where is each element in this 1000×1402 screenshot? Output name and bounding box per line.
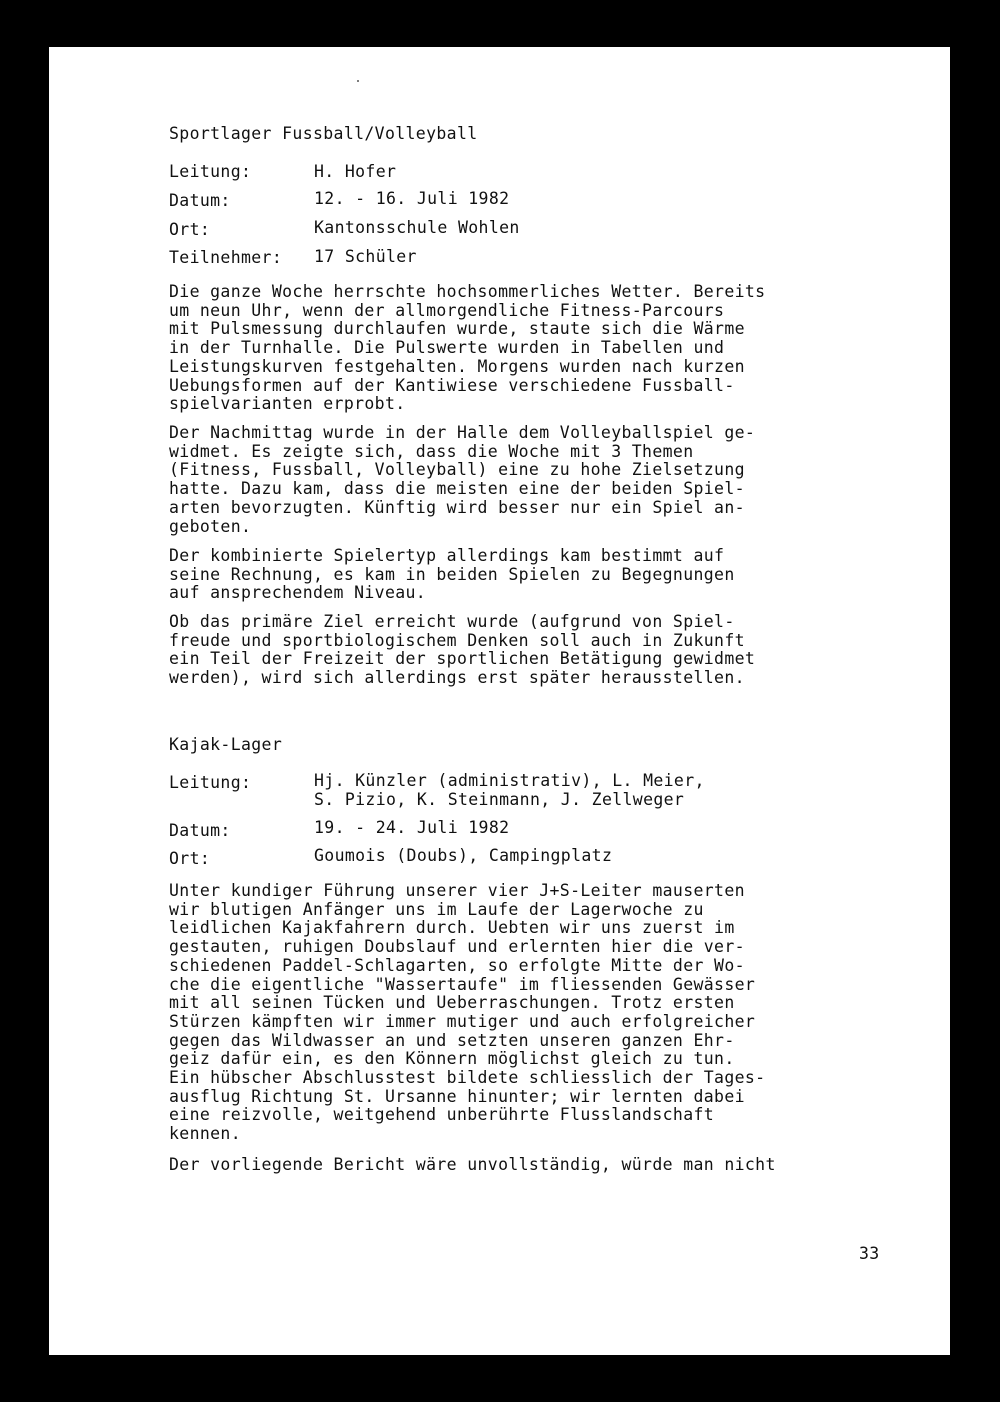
text-line: Hj. Künzler (administrativ), L. Meier, bbox=[314, 771, 705, 790]
text-line: mit all seinen Tücken und Ueberraschungen. Trotz ersten bbox=[169, 993, 735, 1013]
text-line: widmet. Es zeigte sich, dass die Woche mit 3 Themen bbox=[169, 441, 694, 461]
text-line: Leistungskurven festgehalten. Morgens wurden nach kurzen bbox=[169, 356, 745, 376]
text-line: Ob das primäre Ziel erreicht wurde (aufgrund von Spiel- bbox=[169, 612, 735, 631]
text-line: che die eigentliche "Wassertaufe" im fliessenden Gewässer bbox=[169, 974, 756, 994]
text-line: mit Pulsmessung durchlaufen wurde, staute sich die Wärme bbox=[169, 319, 745, 339]
field-value-ort: Kantonsschule Wohlen bbox=[314, 218, 520, 237]
field-value-leitung: H. Hofer bbox=[314, 162, 397, 181]
text-line: hatte. Dazu kam, dass die meisten eine der beiden Spiel- bbox=[169, 479, 745, 499]
field-label-ort: Ort: bbox=[169, 220, 211, 239]
text-line: ausflug Richtung St. Ursanne hinunter; wir lernten dabei bbox=[169, 1086, 745, 1106]
field-label-teilnehmer: Teilnehmer: bbox=[169, 248, 283, 267]
paragraph bbox=[169, 882, 849, 1144]
text-line: um neun Uhr, wenn der allmorgendliche Fitness-Parcours bbox=[169, 300, 725, 320]
paragraph bbox=[169, 283, 849, 414]
field-label-leitung: Leitung: bbox=[169, 162, 252, 181]
field-value-leitung bbox=[314, 771, 705, 809]
text-line: gegen das Wildwasser an und setzten unseren ganzen Ehr- bbox=[169, 1030, 735, 1050]
paragraph bbox=[169, 547, 849, 603]
field-label-datum: Datum: bbox=[169, 191, 231, 210]
field-value-teilnehmer: 17 Schüler bbox=[314, 247, 417, 266]
text-line: gestauten, ruhigen Doubslauf und erlernten hier die ver- bbox=[169, 937, 745, 957]
page-number: 33 bbox=[859, 1244, 880, 1263]
document-body bbox=[49, 47, 950, 1355]
text-line: geiz dafür ein, es den Könnern möglichst gleich zu tun. bbox=[169, 1049, 735, 1069]
text-line: auf ansprechendem Niveau. bbox=[169, 583, 427, 603]
text-line: Stürzen kämpften wir immer mutiger und auch erfolgreicher bbox=[169, 1011, 756, 1031]
scan-speck bbox=[357, 80, 359, 82]
text-line: S. Pizio, K. Steinmann, J. Zellweger bbox=[314, 790, 685, 809]
text-line: eine reizvolle, weitgehend unberührte Flusslandschaft bbox=[169, 1105, 715, 1125]
field-value-datum: 12. - 16. Juli 1982 bbox=[314, 189, 510, 208]
field-label-datum: Datum: bbox=[169, 821, 231, 840]
text-line: Der kombinierte Spielertyp allerdings kam bestimmt auf bbox=[169, 546, 725, 565]
document-page bbox=[49, 47, 950, 1355]
section-title-kajak-lager: Kajak-Lager bbox=[169, 735, 283, 754]
text-line: geboten. bbox=[169, 516, 252, 536]
text-line: wir blutigen Anfänger uns im Laufe der Lagerwoche zu bbox=[169, 899, 704, 919]
paragraph bbox=[169, 424, 849, 536]
text-line: (Fitness, Fussball, Volleyball) eine zu hohe Zielsetzung bbox=[169, 460, 745, 480]
text-line: Der vorliegende Bericht wäre unvollständig, würde man nicht bbox=[169, 1155, 776, 1174]
field-value-datum: 19. - 24. Juli 1982 bbox=[314, 818, 510, 837]
text-line: Uebungsformen auf der Kantiwiese verschiedene Fussball- bbox=[169, 375, 735, 395]
text-line: kennen. bbox=[169, 1124, 241, 1144]
section-title-sportlager: Sportlager Fussball/Volleyball bbox=[169, 124, 478, 143]
text-line: freude und sportbiologischem Denken soll auch in Zukunft bbox=[169, 630, 745, 650]
field-value-ort: Goumois (Doubs), Campingplatz bbox=[314, 846, 613, 865]
text-line: Die ganze Woche herrschte hochsommerliches Wetter. Bereits bbox=[169, 282, 766, 301]
text-line: Ein hübscher Abschlusstest bildete schliesslich der Tages- bbox=[169, 1068, 766, 1088]
text-line: spielvarianten erprobt. bbox=[169, 394, 406, 414]
text-line: leidlichen Kajakfahrern durch. Uebten wir uns zuerst im bbox=[169, 918, 735, 938]
text-line: werden), wird sich allerdings erst später herausstellen. bbox=[169, 668, 745, 688]
text-line: ein Teil der Freizeit der sportlichen Betätigung gewidmet bbox=[169, 649, 756, 669]
text-line: schiedenen Paddel-Schlagarten, so erfolgte Mitte der Wo- bbox=[169, 955, 745, 975]
paragraph bbox=[169, 1156, 849, 1175]
field-label-ort: Ort: bbox=[169, 849, 211, 868]
paragraph bbox=[169, 613, 849, 688]
text-line: Unter kundiger Führung unserer vier J+S-Leiter mauserten bbox=[169, 881, 745, 900]
text-line: in der Turnhalle. Die Pulswerte wurden in Tabellen und bbox=[169, 338, 725, 358]
field-label-leitung: Leitung: bbox=[169, 773, 252, 792]
text-line: seine Rechnung, es kam in beiden Spielen zu Begegnungen bbox=[169, 564, 735, 584]
text-line: arten bevorzugten. Künftig wird besser nur ein Spiel an- bbox=[169, 497, 745, 517]
text-line: Der Nachmittag wurde in der Halle dem Volleyballspiel ge- bbox=[169, 423, 756, 442]
